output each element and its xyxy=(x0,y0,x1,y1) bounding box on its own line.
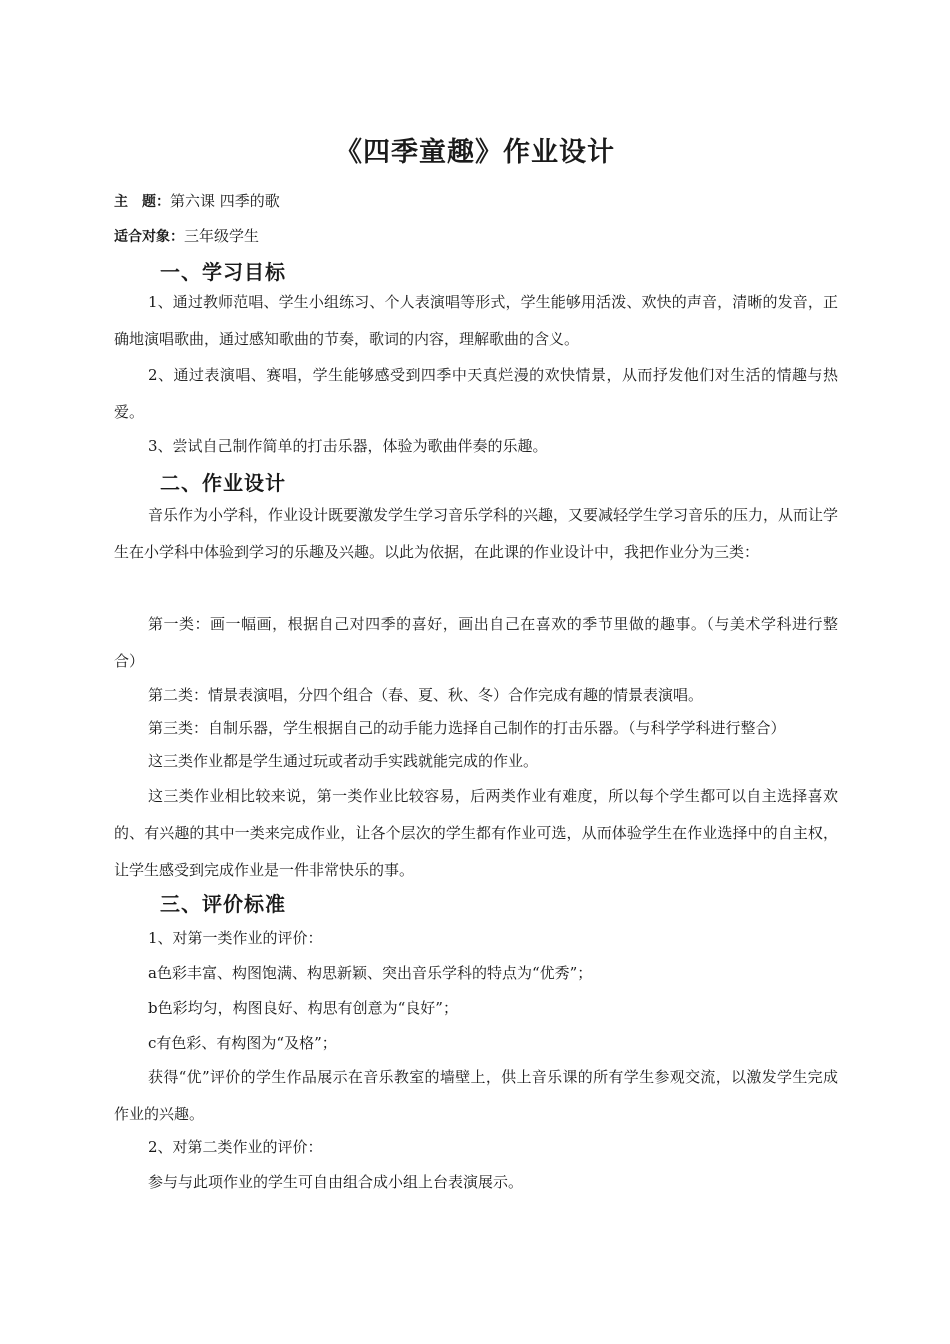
topic-label: 主 题： xyxy=(114,194,170,210)
section-heading-learning-goals: 一、学习目标 xyxy=(160,260,286,284)
document-title: 《四季童趣》作业设计 xyxy=(335,137,615,168)
paragraph: 第二类：情景表演唱，分四个组合（春、夏、秋、冬）合作完成有趣的情景表演唱。 xyxy=(148,686,704,704)
section-heading-assignment-design: 二、作业设计 xyxy=(160,471,286,495)
paragraph: 3、尝试自己制作简单的打击乐器，体验为歌曲伴奏的乐趣。 xyxy=(148,437,548,455)
paragraph: 这三类作业相比较来说，第一类作业比较容易，后两类作业有难度，所以每个学生都可以自主选择喜欢的、有兴趣的其中一类来完成作业，让各个层次的学生都有作业可选，从而体验学生在作业选择中的自主权，让学生感受到完成作业是一件非常快乐的事。 xyxy=(114,787,838,879)
paragraph: a色彩丰富、构图饱满、构思新颖、突出音乐学科的特点为“优秀”； xyxy=(148,964,593,982)
topic-value: 第六课 四季的歌 xyxy=(170,192,280,210)
paragraph: 1、对第一类作业的评价： xyxy=(148,929,323,947)
audience-line xyxy=(114,225,259,246)
section-heading-evaluation-criteria: 三、评价标准 xyxy=(160,892,286,916)
topic-line xyxy=(114,190,280,211)
paragraph: 获得“优”评价的学生作品展示在音乐教室的墙壁上，供上音乐课的所有学生参观交流，以激发学生完成作业的兴趣。 xyxy=(114,1068,838,1123)
paragraph: 第一类：画一幅画，根据自己对四季的喜好，画出自己在喜欢的季节里做的趣事。（与美术学科进行整合） xyxy=(114,615,838,670)
paragraph: 2、对第二类作业的评价： xyxy=(148,1138,323,1156)
paragraph: 参与与此项作业的学生可自由组合成小组上台表演展示。 xyxy=(148,1173,524,1191)
paragraph: 2、通过表演唱、赛唱，学生能够感受到四季中天真烂漫的欢快情景，从而抒发他们对生活的情趣与热爱。 xyxy=(114,366,838,421)
paragraph: 第三类：自制乐器，学生根据自己的动手能力选择自己制作的打击乐器。（与科学学科进行整合） xyxy=(148,719,786,737)
paragraph: 这三类作业都是学生通过玩或者动手实践就能完成的作业。 xyxy=(148,752,539,770)
paragraph: c有色彩、有构图为“及格”； xyxy=(148,1034,337,1052)
audience-label: 适合对象： xyxy=(114,229,184,245)
audience-value: 三年级学生 xyxy=(184,227,260,245)
paragraph: b色彩均匀，构图良好、构思有创意为“良好”； xyxy=(148,999,458,1017)
paragraph: 1、通过教师范唱、学生小组练习、个人表演唱等形式，学生能够用活泼、欢快的声音，清晰的发音，正确地演唱歌曲，通过感知歌曲的节奏，歌词的内容，理解歌曲的含义。 xyxy=(114,293,838,348)
paragraph: 音乐作为小学科，作业设计既要激发学生学习音乐学科的兴趣，又要减轻学生学习音乐的压力，从而让学生在小学科中体验到学习的乐趣及兴趣。以此为依据，在此课的作业设计中，我把作业分为三类： xyxy=(114,506,839,561)
